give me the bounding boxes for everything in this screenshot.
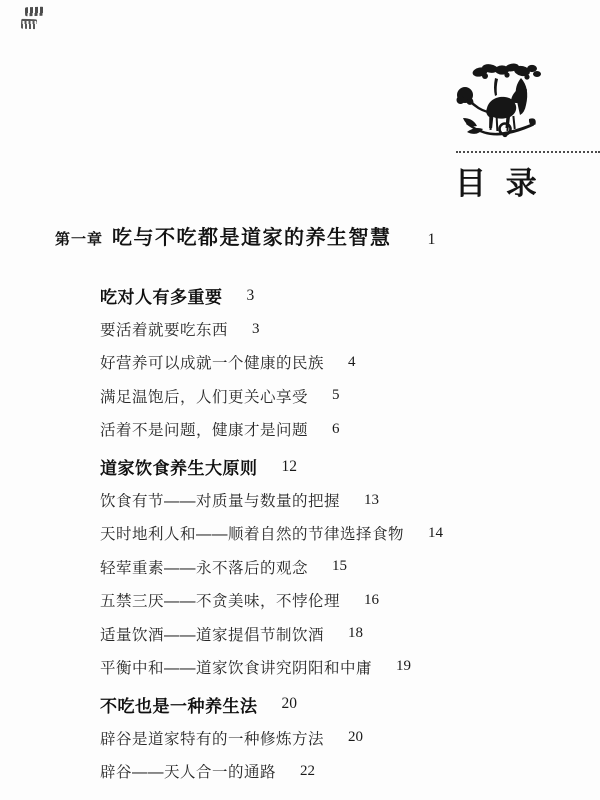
- toc-entry-page: 14: [428, 524, 444, 541]
- toc-entry: [100, 413, 580, 446]
- toc-entry-title: 轻荤重素——永不落后的观念: [100, 559, 309, 577]
- scan-noise-mark: [25, 7, 44, 17]
- toc-entry: [100, 379, 580, 412]
- chapter-page-number: 1: [427, 231, 436, 248]
- toc-entry-page: 4: [348, 353, 356, 370]
- toc-entry-title: 好营养可以成就一个健康的民族: [100, 355, 325, 373]
- toc-entry-page: 5: [332, 387, 340, 404]
- toc-entry-page: 19: [396, 658, 412, 675]
- toc-entry-title: 要活着就要吃东西: [100, 322, 229, 340]
- toc-entry-title: 满足温饱后，人们更关心享受: [100, 388, 309, 406]
- toc-entry-page: 3: [252, 320, 260, 337]
- toc-entry: [100, 517, 580, 550]
- toc-entry-title: 不吃也是一种养生法: [100, 696, 258, 716]
- toc-entry: [100, 617, 580, 650]
- toc-entry-title: 平衡中和——道家饮食讲究阴阳和中庸: [100, 659, 373, 677]
- toc-section-heading: [100, 688, 580, 721]
- toc-entry-page: 12: [281, 457, 297, 475]
- toc-entry-title: 辟谷——天人合一的通路: [100, 764, 277, 782]
- toc-entry-title: 适量饮酒——道家提倡节制饮酒: [100, 626, 325, 644]
- toc-entry: [100, 483, 580, 516]
- toc-entry-page: 13: [364, 491, 380, 508]
- toc-entry: [100, 584, 580, 617]
- toc-entry: [100, 312, 580, 345]
- toc-entry: [100, 650, 580, 683]
- toc-entry: [100, 346, 580, 379]
- toc-entry-page: 16: [364, 591, 380, 608]
- toc-entry-title: 吃对人有多重要: [100, 288, 223, 308]
- deer-flower-ornament-icon: [455, 62, 547, 144]
- toc-entry: [100, 721, 580, 754]
- toc-entry-title: 辟谷是道家特有的一种修炼方法: [100, 730, 325, 748]
- toc-entry-page: 18: [348, 625, 364, 642]
- chapter-number-label: 第一章: [55, 231, 104, 248]
- toc-section-heading: [100, 450, 580, 483]
- toc-list: [100, 275, 580, 788]
- toc-entry: [100, 754, 580, 787]
- toc-entry-page: 6: [332, 420, 340, 437]
- toc-entry-page: 22: [300, 762, 316, 779]
- toc-entry-title: 活着不是问题，健康才是问题: [100, 422, 309, 440]
- toc-entry-page: 15: [332, 558, 348, 575]
- toc-entry-title: 五禁三厌——不贪美味，不悖伦理: [100, 593, 341, 611]
- toc-entry-title: 饮食有节——对质量与数量的把握: [100, 493, 341, 511]
- toc-entry-title: 天时地利人和——顺着自然的节律选择食物: [100, 526, 405, 544]
- toc-entry-title: 道家饮食养生大原则: [100, 459, 258, 479]
- chapter-title: 吃与不吃都是道家的养生智慧: [112, 227, 392, 249]
- toc-section-heading: [100, 279, 580, 312]
- contents-page-title: 目 录: [455, 166, 543, 201]
- toc-entry-page: 20: [348, 729, 364, 746]
- dotted-divider: [456, 151, 600, 153]
- toc-entry-page: 20: [281, 695, 297, 713]
- toc-entry: [100, 550, 580, 583]
- toc-entry-page: 3: [246, 286, 255, 304]
- chapter-heading: [55, 221, 436, 250]
- scan-noise-mark: [21, 19, 37, 30]
